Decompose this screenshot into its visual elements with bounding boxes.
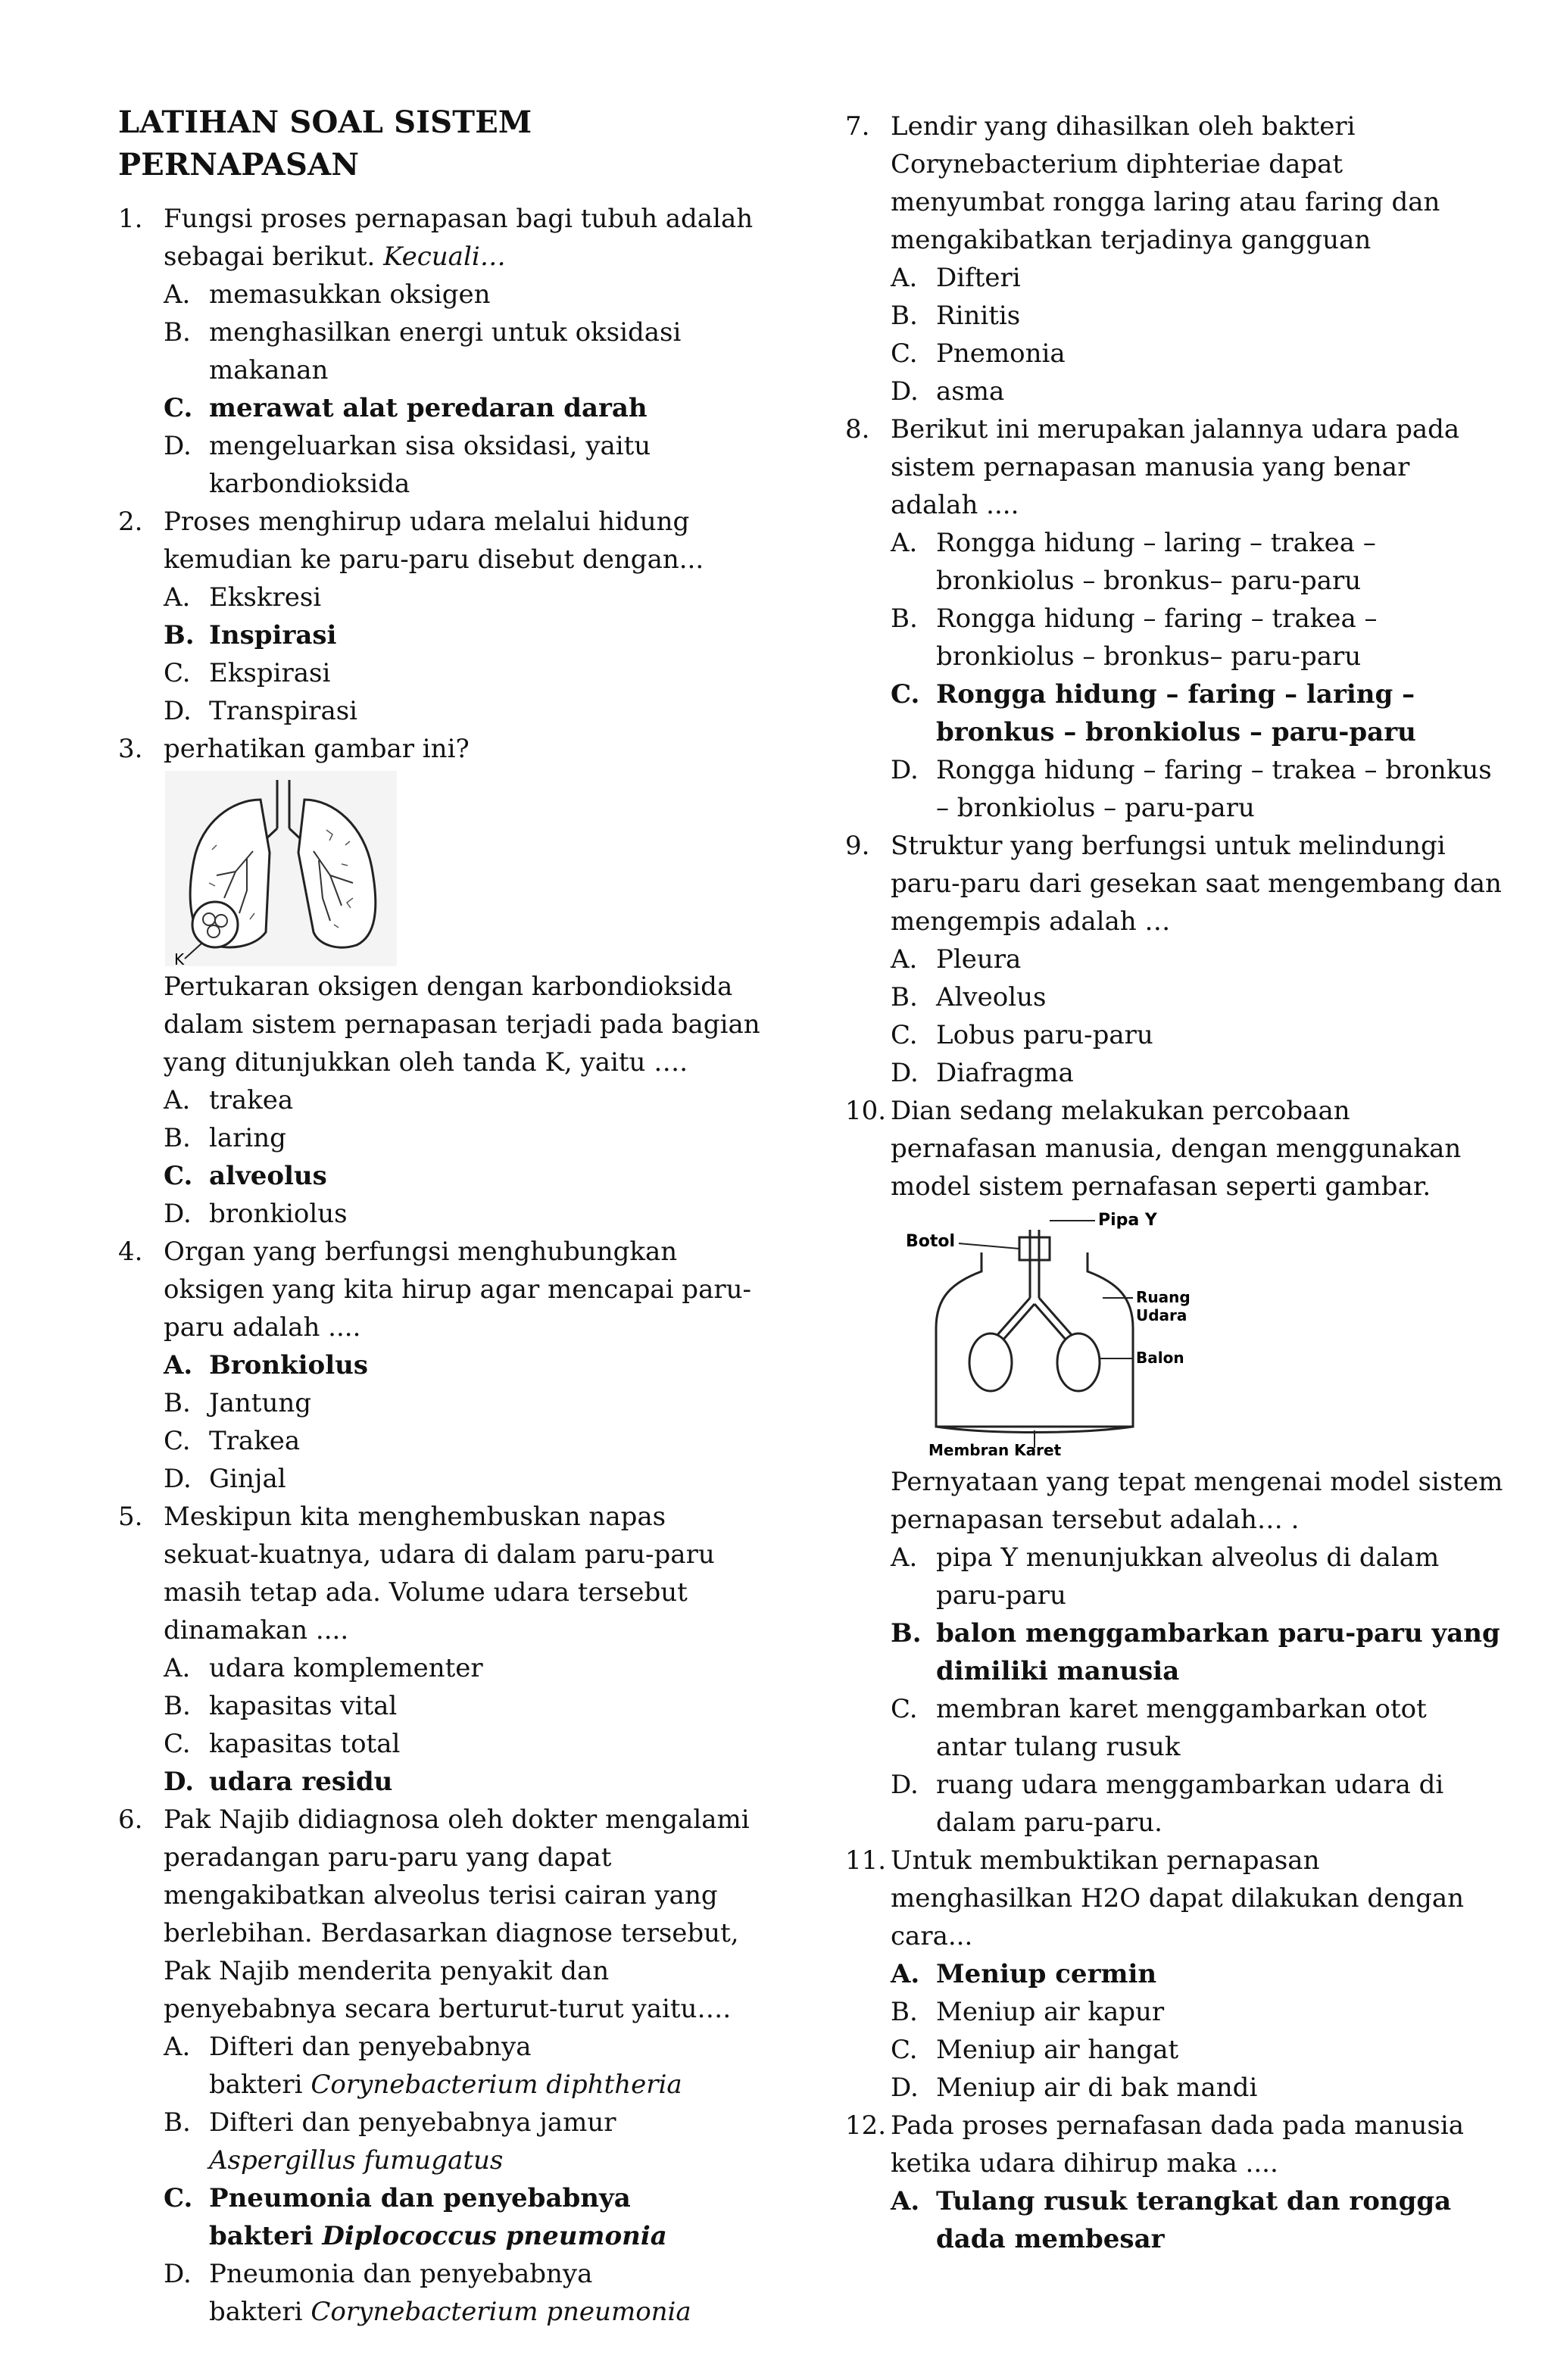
question-stem: Berikut ini merupakan jalannya udara pada sistem pernapasan manusia yang benar adalah ....	[891, 414, 1460, 520]
page-title: LATIHAN SOAL SISTEM PERNAPASAN	[118, 104, 532, 182]
label-botol: Botol	[906, 1232, 956, 1251]
option-3b[interactable]: B. laring	[164, 1123, 286, 1153]
option-1a[interactable]: A. memasukkan oksigen	[164, 279, 491, 310]
option-6a[interactable]: A. Difteri dan penyebabnya bakteri Corynebacterium diphtheria	[164, 2032, 682, 2100]
option-11b[interactable]: B. Meniup air kapur	[891, 1997, 1165, 2027]
option-11a-correct[interactable]: A. Meniup cermin	[891, 1959, 1157, 1989]
lungs-illustration	[164, 769, 398, 968]
option-10b-correct[interactable]: B. balon menggambarkan paru-paru yang dimiliki manusia	[891, 1618, 1500, 1686]
question-stem: Lendir yang dihasilkan oleh bakteri Corynebacterium diphteriae dapat menyumbat rongga laring atau faring dan mengakibatkan terjadinya gangguan	[891, 111, 1440, 255]
question-1	[118, 200, 762, 276]
option-11c[interactable]: C. Meniup air hangat	[891, 2035, 1179, 2065]
option-6d[interactable]: D. Pneumonia dan penyebabnya bakteri Corynebacterium pneumonia	[164, 2259, 691, 2327]
option-2a[interactable]: A. Ekskresi	[164, 582, 322, 613]
question-stem: Organ yang berfungsi menghubungkan oksigen yang kita hirup agar mencapai paru-paru adalah ....	[164, 1237, 751, 1343]
left-column	[118, 101, 762, 2331]
question-number: 9.	[845, 831, 870, 861]
question-number: 10.	[845, 1096, 887, 1126]
label-balon: Balon	[1136, 1349, 1184, 1367]
question-number: 11.	[845, 1845, 887, 1876]
question-3	[118, 730, 762, 768]
question-8	[845, 410, 1504, 524]
option-5b[interactable]: B. kapasitas vital	[164, 1691, 398, 1721]
question-stem: Meskipun kita menghembuskan napas sekuat-kuatnya, udara di dalam paru-paru masih tetap ada. Volume udara tersebut dinamakan ....	[164, 1502, 715, 1645]
figure-label-k: K	[174, 950, 185, 969]
option-4c[interactable]: C. Trakea	[164, 1426, 301, 1456]
option-8d[interactable]: D. Rongga hidung – faring – trakea – bronkus – bronkiolus – paru-paru	[891, 755, 1492, 823]
option-6c-correct[interactable]: C. Pneumonia dan penyebabnya bakteri Diplococcus pneumonia	[164, 2183, 667, 2251]
option-4d[interactable]: D. Ginjal	[164, 1464, 286, 1494]
option-9a[interactable]: A. Pleura	[891, 944, 1022, 975]
question-10	[845, 1092, 1504, 1206]
option-2b-correct[interactable]: B. Inspirasi	[164, 620, 337, 650]
question-7	[845, 108, 1504, 259]
option-2d[interactable]: D. Transpirasi	[164, 696, 358, 726]
question-stem: Pada proses pernafasan dada pada manusia ketika udara dihirup maka ....	[891, 2110, 1465, 2179]
option-9b[interactable]: B. Alveolus	[891, 982, 1047, 1012]
option-7b[interactable]: B. Rinitis	[891, 301, 1021, 331]
right-column	[845, 108, 1504, 2258]
label-pipa-y: Pipa Y	[1098, 1211, 1157, 1230]
option-5a[interactable]: A. udara komplementer	[164, 1653, 483, 1683]
option-1d[interactable]: D. mengeluarkan sisa oksidasi, yaitu karbondioksida	[164, 431, 651, 499]
question-6	[118, 1801, 762, 2028]
question-number: 5.	[118, 1502, 143, 1532]
question-10-stem2: Pernyataan yang tepat mengenai model sistem pernapasan tersebut adalah… .	[891, 1467, 1503, 1535]
question-11	[845, 1842, 1504, 1955]
option-7c[interactable]: C. Pnemonia	[891, 338, 1066, 369]
option-1b[interactable]: B. menghasilkan energi untuk oksidasi makanan	[164, 317, 682, 385]
bell-jar-model-illustration	[906, 1207, 1191, 1459]
question-3-stem2: Pertukaran oksigen dengan karbondioksida dalam sistem pernapasan terjadi pada bagian yang ditunjukkan oleh tanda K, yaitu ….	[164, 972, 760, 1078]
option-5c[interactable]: C. kapasitas total	[164, 1729, 401, 1759]
question-12	[845, 2107, 1504, 2182]
question-stem: Fungsi proses pernapasan bagi tubuh adalah sebagai berikut.	[164, 204, 754, 272]
question-9	[845, 827, 1504, 940]
question-number: 3.	[118, 734, 143, 764]
option-1c-correct[interactable]: C. merawat alat peredaran darah	[164, 393, 648, 423]
question-5	[118, 1498, 762, 1649]
option-3a[interactable]: A. trakea	[164, 1085, 294, 1115]
option-7a[interactable]: A. Difteri	[891, 263, 1021, 293]
label-ruang: Ruang	[1136, 1288, 1191, 1306]
option-4b[interactable]: B. Jantung	[164, 1388, 312, 1418]
option-11d[interactable]: D. Meniup air di bak mandi	[891, 2073, 1258, 2103]
option-8b[interactable]: B. Rongga hidung – faring – trakea – bronkiolus – bronkus– paru-paru	[891, 604, 1378, 672]
option-9d[interactable]: D. Diafragma	[891, 1058, 1074, 1088]
question-stem: Proses menghirup udara melalui hidung kemudian ke paru-paru disebut dengan...	[164, 507, 704, 575]
option-10d[interactable]: D. ruang udara menggambarkan udara di dalam paru-paru.	[891, 1770, 1444, 1838]
option-6b[interactable]: B. Difteri dan penyebabnya jamur Aspergillus fumugatus	[164, 2107, 616, 2176]
question-number: 4.	[118, 1237, 143, 1267]
option-10a[interactable]: A. pipa Y menunjukkan alveolus di dalam paru-paru	[891, 1542, 1440, 1611]
option-3d[interactable]: D. bronkiolus	[164, 1199, 348, 1229]
question-2	[118, 503, 762, 579]
label-udara: Udara	[1136, 1306, 1187, 1324]
question-stem: Untuk membuktikan pernapasan menghasilkan H2O dapat dilakukan dengan cara...	[891, 1845, 1465, 1951]
option-10c[interactable]: C. membran karet menggambarkan otot antar tulang rusuk	[891, 1694, 1427, 1762]
question-stem: Dian sedang melakukan percobaan pernafasan manusia, dengan menggunakan model sistem pernafasan seperti gambar.	[891, 1096, 1462, 1202]
label-membran-karet: Membran Karet	[928, 1441, 1062, 1459]
question-number: 7.	[845, 111, 870, 142]
option-5d-correct[interactable]: D. udara residu	[164, 1767, 393, 1797]
option-8c-correct[interactable]: C. Rongga hidung – faring – laring – bronkus – bronkiolus – paru-paru	[891, 679, 1416, 747]
question-number: 12.	[845, 2110, 887, 2141]
option-8a[interactable]: A. Rongga hidung – laring – trakea – bronkiolus – bronkus– paru-paru	[891, 528, 1376, 596]
option-3c-correct[interactable]: C. alveolus	[164, 1161, 327, 1191]
question-number: 8.	[845, 414, 870, 444]
question-stem-italic: Kecuali…	[383, 242, 506, 272]
option-2c[interactable]: C. Ekspirasi	[164, 658, 331, 688]
question-number: 6.	[118, 1804, 143, 1835]
option-9c[interactable]: C. Lobus paru-paru	[891, 1020, 1153, 1050]
question-4	[118, 1233, 762, 1346]
bell-jar-figure	[845, 1207, 1504, 1457]
lungs-figure	[118, 769, 762, 968]
question-stem: Pak Najib didiagnosa oleh dokter mengalami peradangan paru-paru yang dapat mengakibatkan alveolus terisi cairan yang berlebihan. Berdasarkan diagnose tersebut, Pak Najib menderita penyakit dan penyebabnya secara berturut-turut yaitu….	[164, 1804, 750, 2024]
option-12a-correct[interactable]: A. Tulang rusuk terangkat dan rongga dada membesar	[891, 2186, 1452, 2254]
question-stem: perhatikan gambar ini?	[164, 734, 470, 764]
question-number: 1.	[118, 204, 143, 234]
question-stem: Struktur yang berfungsi untuk melindungi paru-paru dari gesekan saat mengembang dan mengempis adalah …	[891, 831, 1502, 937]
question-number: 2.	[118, 507, 143, 537]
option-7d[interactable]: D. asma	[891, 376, 1005, 407]
option-4a-correct[interactable]: A. Bronkiolus	[164, 1350, 368, 1380]
